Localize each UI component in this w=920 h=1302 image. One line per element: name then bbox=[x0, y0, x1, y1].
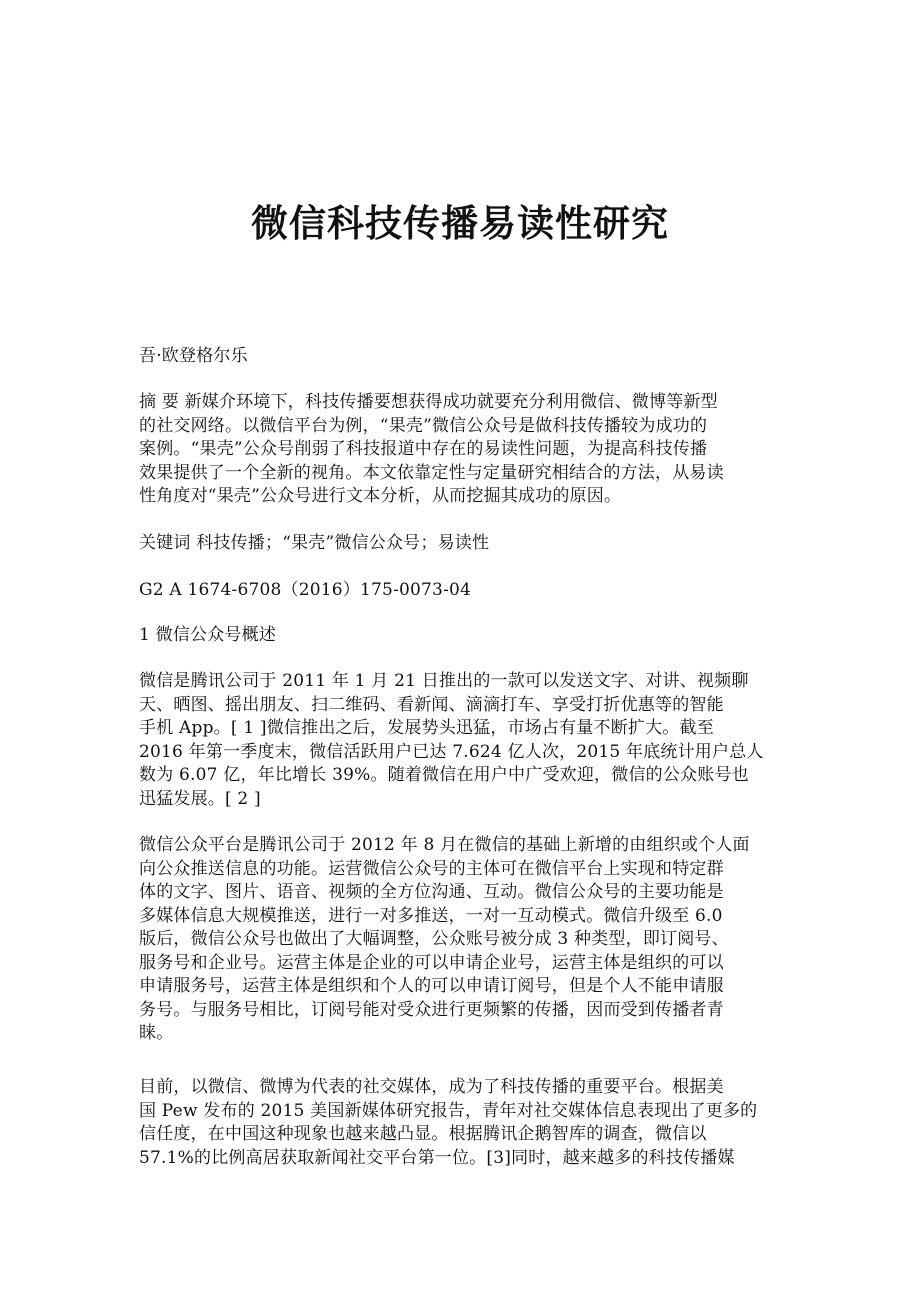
author-line: 吾·欧登格尔乐 bbox=[139, 346, 248, 366]
body-paragraph bbox=[139, 834, 784, 1046]
page-title: 微信科技传播易读性研究 bbox=[251, 200, 669, 245]
body-line: 手机 App。[ 1 ]微信推出之后，发展势头迅猛，市场占有量不断扩大。截至 bbox=[139, 718, 714, 738]
body-line: 向公众推送信息的功能。运营微信公众号的主体可在微信平台上实现和特定群 bbox=[139, 858, 724, 879]
abstract-line: 案例。“果壳”公众号削弱了科技报道中存在的易读性问题，为提高科技传播 bbox=[139, 439, 708, 459]
body-line: 服务号和企业号。运营主体是企业的可以申请企业号，运营主体是组织的可以 bbox=[139, 952, 724, 973]
abstract-line: 效果提供了一个全新的视角。本文依靠定性与定量研究相结合的方法，从易读 bbox=[139, 462, 724, 483]
abstract-paragraph bbox=[139, 391, 784, 509]
body-line: 目前，以微信、微博为代表的社交媒体，成为了科技传播的重要平台。根据美 bbox=[139, 1077, 724, 1097]
body-line: 57.1%的比例高居获取新闻社交平台第一位。[3]同时，越来越多的科技传播媒 bbox=[139, 1147, 735, 1168]
abstract-line: 摘 要 新媒介环境下，科技传播要想获得成功就要充分利用微信、微博等新型 bbox=[139, 392, 718, 412]
body-line: 申请服务号，运营主体是组织和个人的可以申请订阅号，但是个人不能申请服 bbox=[139, 976, 724, 996]
body-line: 微信是腾讯公司于 2011 年 1 月 21 日推出的一款可以发送文字、对讲、视频聊 bbox=[139, 671, 749, 691]
body-paragraph bbox=[139, 670, 784, 811]
body-paragraph bbox=[139, 1076, 784, 1170]
body-line: 睐。 bbox=[139, 1023, 174, 1043]
body-line: 2016 年第一季度末，微信活跃用户已达 7.624 亿人次，2015 年底统计用户总人 bbox=[139, 741, 764, 762]
body-line: 数为 6.07 亿，年比增长 39%。随着微信在用户中广受欢迎，微信的公众账号也 bbox=[139, 765, 749, 785]
body-line: 微信公众平台是腾讯公司于 2012 年 8 月在微信的基础上新增的由组织或个人面 bbox=[139, 835, 750, 855]
body-line: 务号。与服务号相比，订阅号能对受众进行更频繁的传播，因而受到传播者青 bbox=[139, 999, 724, 1020]
body-line: 国 Pew 发布的 2015 美国新媒体研究报告，青年对社交媒体信息表现出了更多的 bbox=[139, 1100, 758, 1121]
body-line: 体的文字、图片、语音、视频的全方位沟通、互动。微信公众号的主要功能是 bbox=[139, 882, 724, 902]
body-line: 信任度，在中国这种现象也越来越凸显。根据腾讯企鹅智库的调查，微信以 bbox=[139, 1124, 707, 1144]
classification-line: G2 A 1674-6708（2016）175-0073-04 bbox=[139, 580, 472, 600]
abstract-line: 的社交网络。以微信平台为例，“果壳”微信公众号是做科技传播较为成功的 bbox=[139, 415, 708, 436]
body-line: 天、晒图、摇出朋友、扫二维码、看新闻、滴滴打车、享受打折优惠等的智能 bbox=[139, 694, 724, 715]
section-heading: 1 微信公众号概述 bbox=[139, 625, 277, 645]
body-line: 版后，微信公众号也做出了大幅调整，公众账号被分成 3 种类型，即订阅号、 bbox=[139, 929, 729, 949]
body-line: 迅猛发展。[ 2 ] bbox=[139, 788, 261, 809]
abstract-line: 性角度对“果壳”公众号进行文本分析，从而挖掘其成功的原因。 bbox=[139, 486, 622, 506]
keywords-line: 关键词 科技传播；“果壳”微信公众号；易读性 bbox=[139, 533, 490, 553]
body-line: 多媒体信息大规模推送，进行一对多推送，一对一互动模式。微信升级至 6.0 bbox=[139, 905, 723, 926]
